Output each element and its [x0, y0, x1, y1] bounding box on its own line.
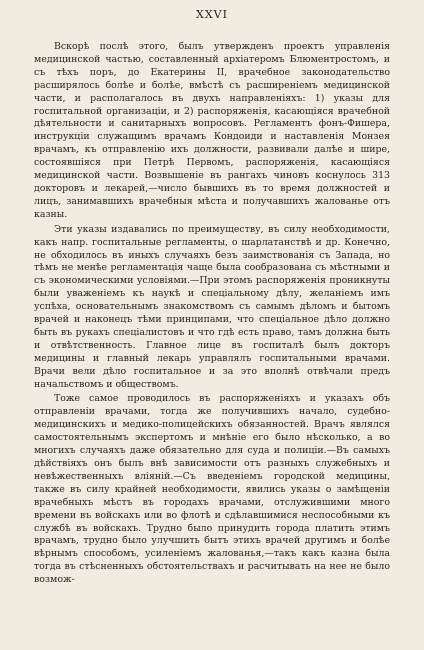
paragraph-3: Тоже самое проводилось въ распоряженіяхъ и указахъ объ отправленіи врачами, тогда же получившихъ начало, судебно-медицинскихъ и медико-полицейскихъ обязанностей. Врачъ являлся самостоятельнымъ экспертомъ и мнѣніе его было нѣсколько, а во многихъ случаяхъ даже обязательно для суда и полиціи.—Въ самыхъ дѣйствіяхъ онъ былъ внѣ зависимости отъ разныхъ служебныхъ и невѣжественныхъ вліяній.—Съ введеніемъ городской медицины, также въ силу крайней необходимости, явились указы о замѣщеніи врачебныхъ мѣстъ въ городахъ врачами, отслужившими много времени въ войскахъ или во флотѣ и сдѣлавшимися неспособными къ службѣ въ войскахъ. Трудно было принудить города платить этимъ врачамъ, трудно было улучшить бытъ этихъ врачей другимъ и болѣе вѣрнымъ способомъ, усиленіемъ жалованья,—такъ какъ казна была тогда въ стѣсненныхъ обстоятельствахъ и расчитывать на нее не было возмож- [34, 393, 390, 586]
page-number: XXVI [196, 8, 228, 21]
paragraph-1: Вскорѣ послѣ этого, былъ утвержденъ проектъ управленія медицинской частью, составленный архіатеромъ Блюментростомъ, и съ тѣхъ поръ, до Екатерины II, врачебное законодательство расширялось болѣе и болѣе, вмѣстѣ съ расширеніемъ медицинской части, и располагалось въ двухъ направленіяхъ: 1) указы для госпитальной организаціи, и 2) распоряженія, касающіяся врачебной дѣятельности и санитарныхъ вопросовъ. Регламентъ фонъ-Фишера, инструкціи служащимъ врачамъ Кондоиди и наставленія Монзея врачамъ, къ отправленію ихъ должности, развивали далѣе и шире, состоявшіяся при Петрѣ Первомъ, распоряженія, касающіяся медицинской части. Возвышеніе въ рангахъ чиновъ коснулось 313 докторовъ и лекарей,—число бывшихъ въ то время должностей и лицъ, занимавшихъ врачебныя мѣста и получавшихъ жалованье отъ казны. [34, 41, 390, 220]
paragraph-2: Эти указы издавались по преимуществу, въ силу необходимости, какъ напр. госпитальные регламенты, о шарлатанствѣ и др. Конечно, не обходилось въ иныхъ случаяхъ безъ заимствованія съ Запада, но тѣмъ не менѣе регламентація чаще была сообразована съ мѣстными и съ экономическими условіями.—При этомъ распоряженія проникнуты были уваженіемъ къ наукѣ и спеціальному дѣлу, желаніемъ имъ успѣха, основательнымъ знакомствомъ съ самымъ дѣломъ и бытомъ врачей и наконецъ тѣми принципами, что спеціальное дѣло должно быть въ рукахъ спеціалистовъ и что гдѣ есть право, тамъ должна быть и отвѣтственность. Главное лице въ госпиталѣ былъ докторъ медицины и главный лекарь управлялъ госпитальными врачами. Врачи вели дѣло госпитальное и за это вполнѣ отвѣчали предъ начальствомъ и обществомъ. [34, 223, 390, 390]
